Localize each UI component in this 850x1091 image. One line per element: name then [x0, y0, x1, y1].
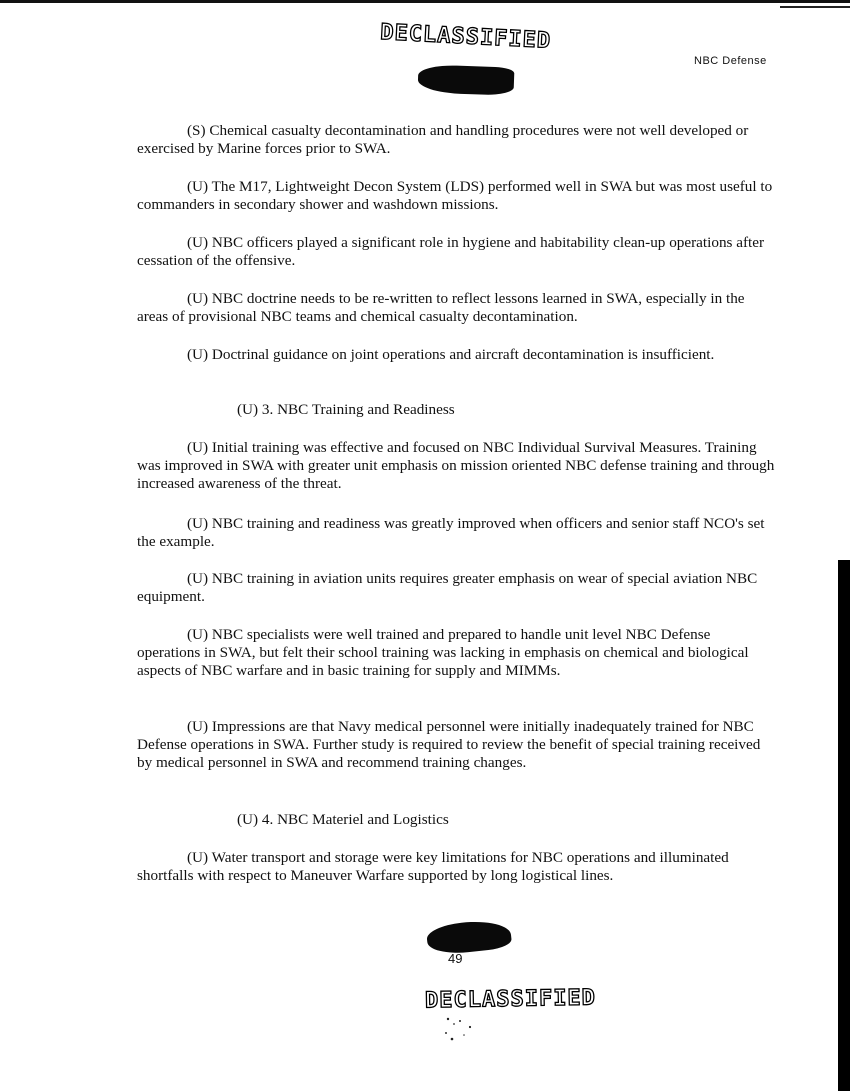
scan-noise-specks: [440, 1015, 500, 1045]
section-heading-materiel-logistics: (U) 4. NBC Materiel and Logistics: [237, 811, 449, 828]
declassified-stamp-top: DECLASSIFIED: [379, 20, 552, 54]
paragraph-doctrine-rewrite: (U) NBC doctrine needs to be re-written to reflect lessons learned in SWA, especially in the areas of provisional NBC teams and chemical casualty decontamination.: [137, 290, 745, 325]
paragraph-nbc-specialists: (U) NBC specialists were well trained and prepared to handle unit level NBC Defense operations in SWA, but felt their school training was lacking in emphasis on chemical and biological aspects of NBC warfare and in basic training for supply and MIMMs.: [137, 626, 749, 679]
top-border-rule-secondary: [780, 6, 850, 8]
paragraph-hygiene-cleanup: (U) NBC officers played a significant role in hygiene and habitability clean-up operations after cessation of the offensive.: [137, 234, 765, 269]
redaction-mark-top: [418, 64, 515, 95]
paragraph-water-transport: (U) Water transport and storage were key limitations for NBC operations and illuminated shortfalls with respect to Maneuver Warfare supported by long logistical lines.: [137, 849, 729, 884]
paragraph-m17-lds: (U) The M17, Lightweight Decon System (LDS) performed well in SWA but was most useful to commanders in secondary shower and washdown missions.: [137, 178, 773, 213]
scan-edge-bar: [838, 560, 850, 1091]
paragraph-aviation-units: (U) NBC training in aviation units requires greater emphasis on wear of special aviation NBC equipment.: [137, 570, 758, 605]
declassified-stamp-bottom: DECLASSIFIED: [424, 985, 597, 1014]
paragraph-initial-training: (U) Initial training was effective and focused on NBC Individual Survival Measures. Training was improved in SWA with greater unit emphasis on mission oriented NBC defense training and through increased awareness of the threat.: [137, 439, 775, 492]
section-heading-training-readiness: (U) 3. NBC Training and Readiness: [237, 401, 455, 418]
paragraph-joint-ops-guidance: (U) Doctrinal guidance on joint operations and aircraft decontamination is insufficient.: [187, 346, 715, 363]
paragraph-decon-procedures: (S) Chemical casualty decontamination and handling procedures were not well developed or exercised by Marine forces prior to SWA.: [137, 122, 749, 157]
page-number: 49: [448, 951, 463, 966]
redaction-mark-bottom: [426, 918, 513, 957]
paragraph-navy-medical: (U) Impressions are that Navy medical personnel were initially inadequately trained for NBC Defense operations in SWA. Further study is required to review the benefit of special training received by medical personnel in SWA and recommend training changes.: [137, 718, 761, 771]
paragraph-officers-example: (U) NBC training and readiness was greatly improved when officers and senior staff NCO's set the example.: [137, 515, 765, 550]
running-header: NBC Defense: [694, 55, 767, 67]
top-border-rule: [0, 0, 850, 3]
